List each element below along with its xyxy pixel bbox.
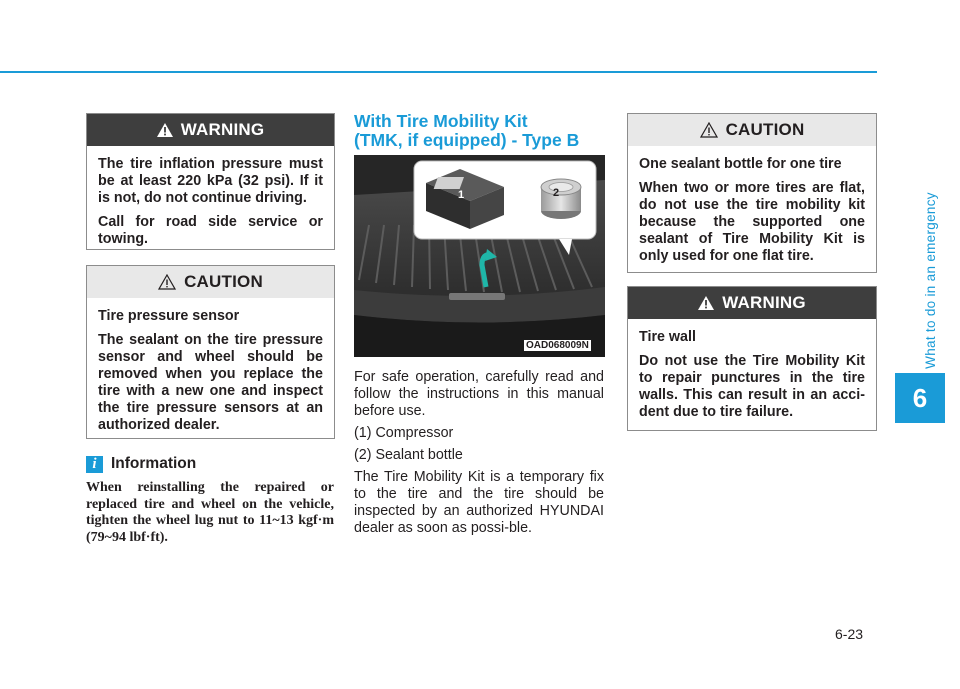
warning-text-pressure: The tire inflation pressure must be at least 220 kPa (32 psi). If it is not, do not continue driving. <box>98 156 323 206</box>
warning-text-towing: Call for road side service or towing. <box>98 214 323 247</box>
caution-header: CAUTION <box>87 266 334 298</box>
caution-text: The sealant on the tire pressure sensor and wheel should be removed when you replace the tire with a new one and inspect the tire pressure sensors at an authorized dealer. <box>98 332 323 433</box>
caution-header: CAUTION <box>628 114 876 146</box>
section-title: With Tire Mobility Kit (TMK, if equipped) - Type B <box>354 111 580 150</box>
tmk-trunk-photo <box>354 155 605 357</box>
caution-triangle-icon <box>700 122 718 138</box>
caution-triangle-icon <box>158 274 176 290</box>
item-compressor: (1) Compressor <box>354 425 454 441</box>
tmk-temporary-paragraph: The Tire Mobility Kit is a temporary fix to the tire and the tire should be inspected by an authorized HYUNDAI dealer as soon as possi-ble. <box>354 469 604 536</box>
item-sealant-bottle: (2) Sealant bottle <box>354 447 463 463</box>
warning-header: WARNING <box>87 114 334 146</box>
warning-header: WARNING <box>628 287 876 319</box>
information-text: When reinstalling the repaired or replaced tire and wheel on the vehicle, tighten the wheel lug nut to 11~13 kgf·m (79~94 lbf·ft). <box>86 480 334 545</box>
info-icon: i <box>86 456 103 473</box>
warning-box-inflation <box>86 113 335 250</box>
middle-body-text <box>354 369 604 542</box>
header-rule <box>0 71 877 73</box>
caution-box-sealant <box>627 113 877 273</box>
page-number: 6-23 <box>835 626 864 642</box>
chapter-number-tab: 6 <box>895 373 945 423</box>
warning-subtitle: Tire wall <box>639 329 696 345</box>
caution-subtitle: One sealant bottle for one tire <box>639 156 842 172</box>
chapter-title: What to do in an emergency <box>922 191 938 369</box>
caution-subtitle: Tire pressure sensor <box>98 308 240 324</box>
caution-box-sensor <box>86 265 335 439</box>
intro-paragraph: For safe operation, carefully read and follow the instructions in this manual before use. <box>354 369 604 419</box>
caution-text: When two or more tires are flat, do not use the tire mobility kit because the supported one sealant of Tire Mobility Kit is only used for one flat tire. <box>639 180 865 264</box>
warning-triangle-icon <box>157 123 173 137</box>
warning-triangle-icon <box>698 296 714 310</box>
warning-text: Do not use the Tire Mobility Kit to repair punctures in the tire walls. This can result in an acci-dent due to tire failure. <box>639 353 865 420</box>
warning-box-tire-wall <box>627 286 877 431</box>
image-code: OAD068009N <box>526 340 589 351</box>
callout-compressor: 1 <box>458 189 465 201</box>
callout-sealant-bottle: 2 <box>553 187 560 199</box>
information-heading: i Information <box>86 455 196 473</box>
